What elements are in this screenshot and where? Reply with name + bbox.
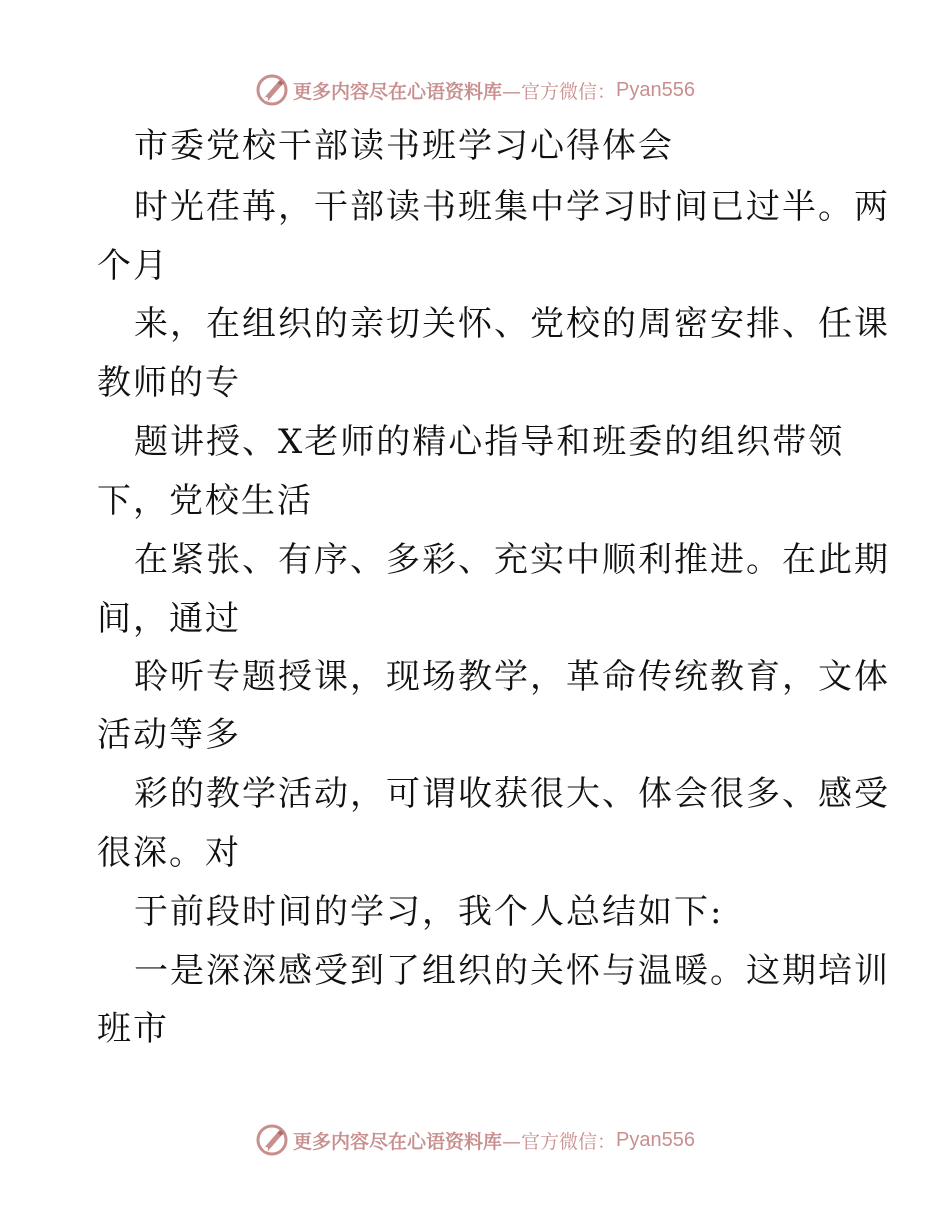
text-line: 题讲授、X老师的精心指导和班委的组织带领 [134, 422, 845, 462]
header-watermark [0, 70, 950, 110]
text-line: 间，通过 [97, 599, 241, 639]
text-line: 个月 [97, 246, 169, 286]
text-line: 于前段时间的学习，我个人总结如下: [134, 892, 724, 932]
watermark-handle: Pyan556 [616, 78, 695, 101]
watermark-text: 更多内容尽在心语资料库 [293, 1130, 503, 1153]
text-line: 时光荏苒，干部读书班集中学习时间已过半。两 [134, 187, 890, 227]
watermark-separator: —官方微信： [502, 1130, 617, 1153]
footer-watermark [0, 1120, 950, 1160]
text-line: 来，在组织的亲切关怀、党校的周密安排、任课 [134, 304, 890, 344]
text-line: 在紧张、有序、多彩、充实中顺利推进。在此期 [134, 540, 890, 580]
text-line: 班市 [97, 1009, 169, 1049]
text-line: 一是深深感受到了组织的关怀与温暖。这期培训 [134, 951, 890, 991]
text-line: 很深。对 [97, 833, 241, 873]
pen-logo-icon [255, 1123, 289, 1157]
pen-logo-icon [255, 73, 289, 107]
watermark-content [255, 1123, 695, 1157]
watermark-text: 更多内容尽在心语资料库 [293, 80, 503, 103]
text-line: 彩的教学活动，可谓收获很大、体会很多、感受 [134, 774, 890, 814]
watermark-handle: Pyan556 [616, 1128, 695, 1151]
document-title: 市委党校干部读书班学习心得体会 [134, 126, 674, 166]
text-line: 下，党校生活 [97, 481, 313, 521]
watermark-separator: —官方微信： [502, 80, 617, 103]
text-line: 活动等多 [97, 715, 241, 755]
text-line: 聆听专题授课，现场教学，革命传统教育，文体 [134, 657, 890, 697]
text-line: 教师的专 [97, 363, 241, 403]
watermark-content [255, 73, 695, 107]
